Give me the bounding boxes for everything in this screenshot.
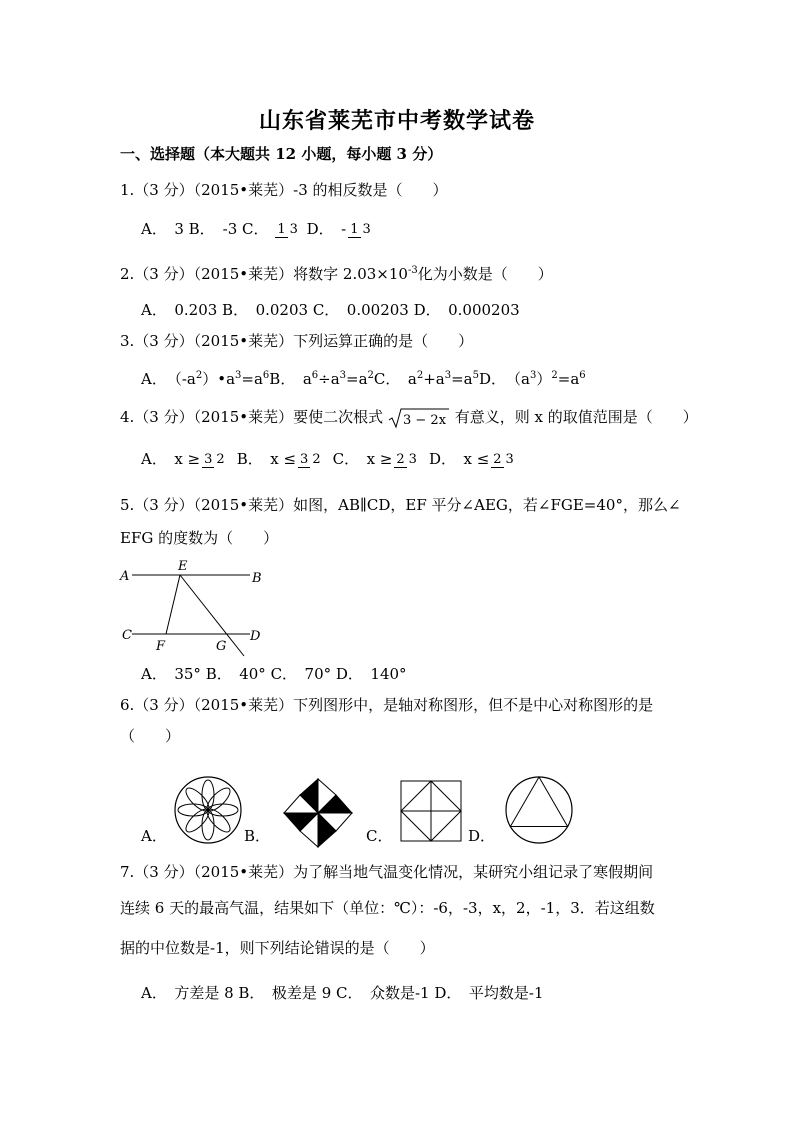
point-d-label: D [250,629,261,644]
point-g-label: G [216,639,227,654]
point-f-label: F [156,639,166,654]
question-3-options: A． $(-a^2)•a^3=a^6B$． $a^6\div a^3=a^2C$． $a^2+a^3=a^5D$． $(a^3)^2=a^6$ [141,370,586,388]
question-7-options: A． 方差是 8 B． 极差是 9 C． 众数是-1 D． 平均数是-1 [141,984,544,1002]
option-a: A． 3 B． [141,220,215,238]
question-3-stem: 3.（3 分）（2015•莱芜）下列运算正确的是（ ） [120,332,474,350]
square-with-diamond-figure [398,778,464,844]
q6-option-a-label: A． [141,827,167,845]
question-7-stem-line-3: 据的中位数是-1，则下列结论错误的是（ ） [120,939,435,957]
question-5-stem-line-2: EFG 的度数为（ ） [120,529,279,547]
pinwheel-figure [278,773,358,853]
line-eg [180,575,244,656]
page-title: 山东省莱芜市中考数学试卷 [258,108,535,134]
question-6-stem-line-2: （ ） [120,727,181,745]
parallel-lines-figure [116,558,262,658]
question-1-stem: 1.（3 分）（2015•莱芜）-3 的相反数是（ ） [120,181,448,199]
question-1-options [141,219,375,239]
triangle-in-circle-figure [504,775,574,845]
question-7-stem-line-1: 7.（3 分）（2015•莱芜）为了解当地气温变化情况，某研究小组记录了寒假期间 [120,863,654,881]
question-5-options: A． 35° B． 40° C． 70° D． 140° [141,665,407,683]
q6-option-c-label: C． [366,827,393,845]
line-ef [166,575,180,634]
option-b: -3 C． [222,220,269,238]
point-a-label: A [120,569,130,584]
section-heading: 一、选择题（本大题共 12 小题，每小题 3 分） [120,145,443,163]
option-c-fraction: 1 3 [277,221,298,237]
option-d-label: D． - [306,220,347,238]
question-2-options: A． 0.203 B． 0.0203 C． 0.00203 D． 0.000203 [141,301,520,319]
question-4-options: A． x ≥ 3 2 B． x ≤ 3 2 C． x ≥ 2 3 D． x ≤ 2 3 [141,450,514,468]
point-c-label: C [122,628,132,643]
point-b-label: B [252,571,262,586]
question-2-stem: 2.（3 分）（2015•莱芜）将数字 $2.03\times 10^{-3}$化为小数是（ ） [120,265,553,283]
question-7-stem-line-2: 连续 6 天的最高气温，结果如下（单位：℃）：-6，-3，x，2，-1，3．若这组数 [120,899,655,917]
point-e-label: E [178,559,188,574]
question-4-stem: 4.（3 分）（2015•莱芜）要使二次根式 3 − 2x 有意义，则 x 的取值范围是（ ） [120,408,698,428]
radicand: 3 − 2x [402,413,446,428]
question-5-stem-line-1: 5.（3 分）（2015•莱芜）如图，AB∥CD，EF 平分∠AEG，若∠FGE=40°，那么∠ [120,496,681,514]
sqrt-symbol [388,407,450,429]
question-6-stem-line-1: 6.（3 分）（2015•莱芜）下列图形中，是轴对称图形，但不是中心对称图形的是 [120,696,654,714]
option-d-fraction: 1 3 [350,221,371,237]
flower-in-circle-figure [173,775,243,845]
q6-option-d-label: D． [468,827,496,845]
q6-option-b-label: B． [244,827,271,845]
